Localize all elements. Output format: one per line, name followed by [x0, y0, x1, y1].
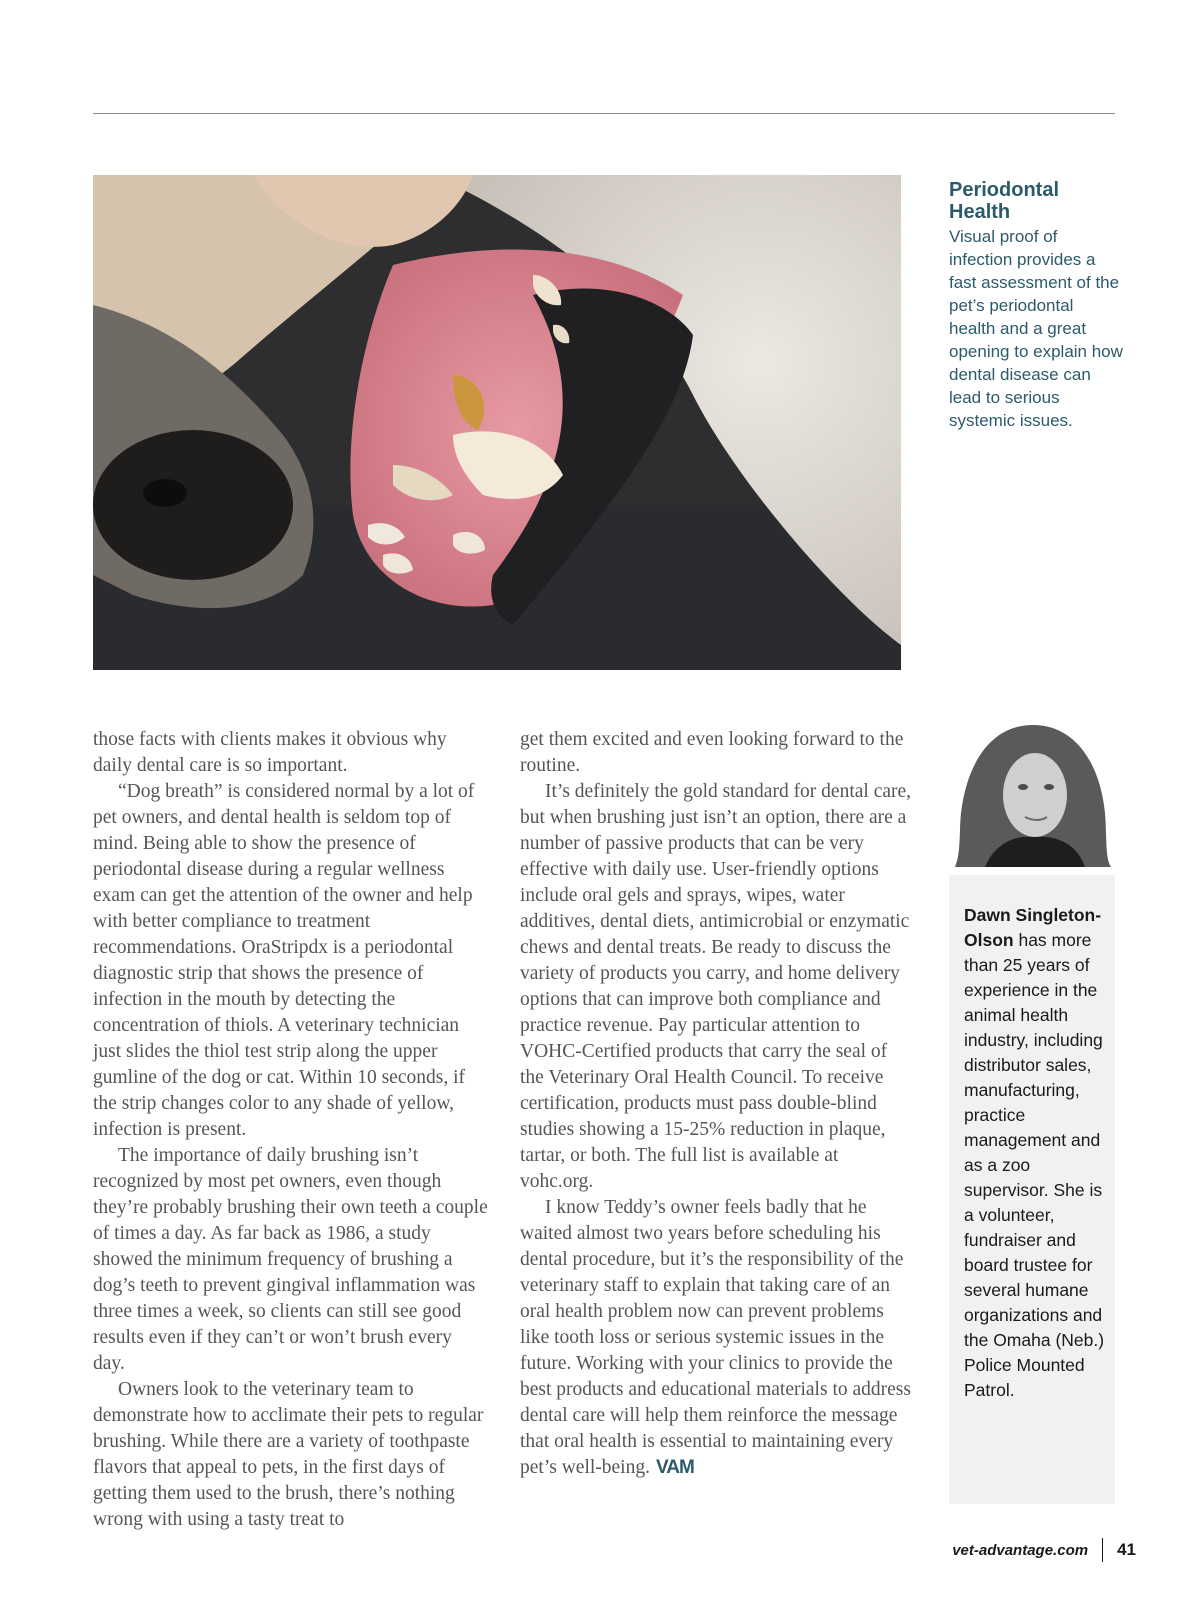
dog-mouth-photo [93, 175, 901, 670]
vam-end-mark: VAM [655, 1457, 694, 1478]
author-portrait [955, 723, 1111, 867]
caption-title: Periodontal Health [949, 179, 1060, 223]
article-paragraph-text: I know Teddy’s owner feels badly that he waited almost two years before scheduling his dental procedure, but it’s the responsibility of the veterinary staff to explain that taking care of an oral health problem now can prevent problems like tooth loss or serious systemic issues in the future. Working with your clinics to provide the best products and educational materials to address dental care will help them reinforce the message that oral health is essential to maintaining every pet’s well-being. [520, 1197, 911, 1478]
article-paragraph: “Dog breath” is considered normal by a lot of pet owners, and dental health is seldom top of mind. Being able to show the presence of periodontal disease during a regular wellness exam can get the attention of the owner and help with better compliance to treatment recommendations. OraStripdx is a periodontal diagnostic strip that shows the presence of infection in the mouth by detecting the concentration of thiols. A veterinary technician just slides the thiol test strip along the upper gumline of the dog or cat. Within 10 seconds, if the strip changes color to any shade of yellow, infection is present. [93, 781, 475, 1140]
caption-body: Visual proof of infection provides a fast assessment of the pet’s periodontal health and a great opening to explain how dental disease can lead to serious systemic issues. [949, 227, 1123, 430]
top-rule [93, 113, 1115, 114]
page-number: 41 [1117, 1540, 1136, 1559]
article-paragraph: It’s definitely the gold standard for dental care, but when brushing just isn’t an option, there are a number of passive products that can be very effective with daily use. User-friendly options include oral gels and sprays, wipes, water additives, dental diets, antimicrobial or enzymatic chews and dental treats. Be ready to discuss the variety of products you carry, and home delivery options that can improve both compliance and practice revenue. Pay particular attention to VOHC-Certified products that carry the seal of the Veterinary Oral Health Council. To receive certification, products must pass double-blind studies showing a 15-25% reduction in plaque, tartar, or both. The full list is available at vohc.org. [520, 781, 912, 1192]
page-footer [952, 1538, 1136, 1562]
article-paragraph: The importance of daily brushing isn’t recognized by most pet owners, even though they’re probably brushing their own teeth a couple of times a day. As far back as 1986, a study showed the minimum frequency of brushing a dog’s teeth to prevent gingival inflammation was three times a week, so clients can still see good results even if they can’t or won’t brush every day. [93, 1145, 488, 1374]
author-bio-text: has more than 25 years of experience in the animal health industry, including distributor sales, manufacturing, practice management and as a zoo supervisor. She is a volunteer, fundraiser and board trustee for several humane organizations and the Omaha (Neb.) Police Mounted Patrol. [964, 930, 1105, 1400]
article-paragraph: get them excited and even looking forward to the routine. [520, 729, 904, 776]
author-bio-box [949, 875, 1115, 1504]
footer-site: vet-advantage.com [952, 1541, 1089, 1559]
article-column-2 [520, 727, 915, 1481]
footer-divider [1102, 1538, 1103, 1562]
author-name: Dawn Singleton-Olson [964, 905, 1102, 950]
article-paragraph: Owners look to the veterinary team to demonstrate how to acclimate their pets to regular brushing. While there are a variety of toothpaste flavors that appeal to pets, in the first days of getting them used to the brush, there’s nothing wrong with using a tasty treat to [93, 1379, 484, 1530]
article-paragraph: those facts with clients makes it obvious why daily dental care is so important. [93, 729, 447, 776]
article-column-1 [93, 727, 488, 1533]
photo-caption [949, 179, 1124, 432]
article-paragraph-last [520, 1195, 915, 1481]
